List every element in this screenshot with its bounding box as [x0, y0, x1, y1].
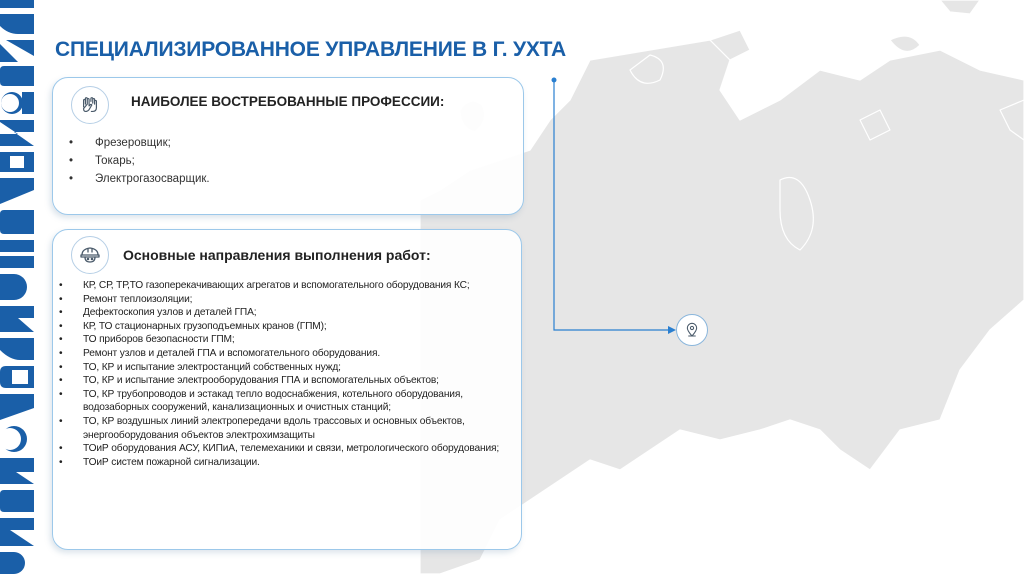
list-item: • ТО, КР и испытание электрооборудования ГПА и вспомогательных объектов;	[59, 374, 514, 388]
list-item: • КР, ТО стационарных грузоподъемных кранов (ГПМ);	[59, 320, 514, 334]
professions-heading: НАИБОЛЕЕ ВОСТРЕБОВАННЫЕ ПРОФЕССИИ:	[131, 94, 445, 109]
list-item: • КР, СР, ТР,ТО газоперекачивающих агрегатов и вспомогательного оборудования КС;	[59, 279, 514, 293]
list-item: • Ремонт узлов и деталей ГПА и вспомогательного оборудования.	[59, 347, 514, 361]
list-item: • ТОиР оборудования АСУ, КИПиА, телемеханики и связи, метрологического оборудования;	[59, 442, 514, 456]
list-item: • Ремонт теплоизоляции;	[59, 293, 514, 307]
hard-hat-icon	[71, 236, 109, 274]
list-item: • Электрогазосварщик.	[69, 170, 210, 188]
list-item: • ТО, КР трубопроводов и эстакад тепло водоснабжения, котельного оборудования, водозаборных сооружений, канализационных и очистных станций;	[59, 388, 514, 415]
works-card	[52, 229, 522, 550]
list-item: • Фрезеровщик;	[69, 134, 210, 152]
brand-logo-strip	[0, 0, 34, 574]
professions-list	[69, 134, 210, 188]
professions-card	[52, 77, 524, 215]
page-title: СПЕЦИАЛИЗИРОВАННОЕ УПРАВЛЕНИЕ В Г. УХТА	[55, 38, 566, 61]
list-item: • ТО, КР воздушных линий электропередачи вдоль трассовых и основных объектов, энергооборудования объектов электрохимзащиты	[59, 415, 514, 442]
list-item: • ТО приборов безопасности ГПМ;	[59, 333, 514, 347]
list-item: • ТО, КР и испытание электростанций собственных нужд;	[59, 361, 514, 375]
works-list	[59, 279, 514, 469]
works-heading: Основные направления выполнения работ:	[123, 247, 431, 263]
gloves-icon	[71, 86, 109, 124]
list-item: • Дефектоскопия узлов и деталей ГПА;	[59, 306, 514, 320]
list-item: • ТОиР систем пожарной сигнализации.	[59, 456, 514, 470]
location-pin-icon[interactable]	[676, 314, 708, 346]
list-item: • Токарь;	[69, 152, 210, 170]
